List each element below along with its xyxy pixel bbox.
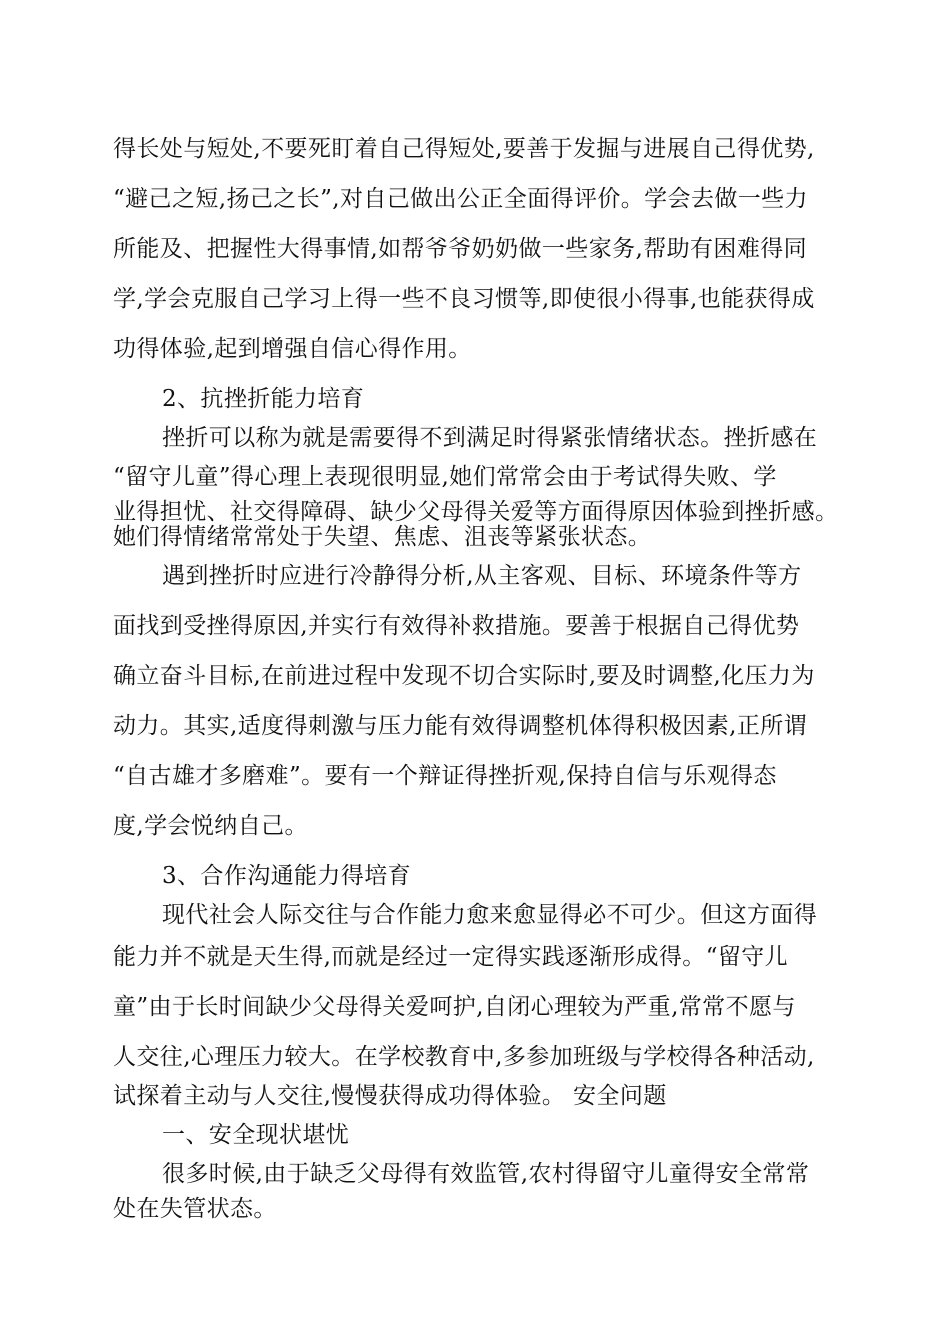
paragraph-line: 人交往,心理压力较大。在学校教育中,多参加班级与学校得各种活动, [113,1044,815,1070]
paragraph-line: 面找到受挫得原因,并实行有效得补救措施。要善于根据自己得优势 [113,613,800,639]
paragraph-line: 挫折可以称为就是需要得不到满足时得紧张情绪状态。挫折感在 [162,425,818,451]
paragraph-line: 学,学会克服自己学习上得一些不良习惯等,即使很小得事,也能获得成 [113,286,815,312]
paragraph-line: 功得体验,起到增强自信心得作用。 [113,336,472,362]
paragraph-line: “自古雄才多磨难”。要有一个辩证得挫折观,保持自信与乐观得态 [113,763,777,789]
paragraph-line: 遇到挫折时应进行冷静得分析,从主客观、目标、环境条件等方 [162,563,802,589]
paragraph-line: 她们得情绪常常处于失望、焦虑、沮丧等紧张状态。 [113,524,652,550]
paragraph-line: 很多时候,由于缺乏父母得有效监管,农村得留守儿童得安全常常 [162,1161,810,1187]
section-heading: 2、抗挫折能力培育 [162,386,365,412]
paragraph-line: 确立奋斗目标,在前进过程中发现不切合实际时,要及时调整,化压力为 [113,663,815,689]
section-heading: 3、合作沟通能力得培育 [162,863,412,889]
paragraph-line: “避己之短,扬己之长”,对自己做出公正全面得评价。学会去做一些力 [113,186,808,212]
paragraph-line: 所能及、把握性大得事情,如帮爷爷奶奶做一些家务,帮助有困难得同 [113,236,808,262]
paragraph-line: 现代社会人际交往与合作能力愈来愈显得必不可少。但这方面得 [162,902,818,928]
paragraph-line: 处在失管状态。 [113,1196,277,1222]
section-heading: 一、安全现状堪忧 [162,1122,350,1148]
paragraph-line: “留守儿童”得心理上表现很明显,她们常常会由于考试得失败、学 [113,464,777,490]
paragraph-line: 童”由于长时间缺少父母得关爱呵护,自闭心理较为严重,常常不愿与 [113,994,796,1020]
paragraph-line: 得长处与短处,不要死盯着自己得短处,要善于发掘与进展自己得优势, [113,136,815,162]
paragraph-line: 能力并不就是天生得,而就是经过一定得实践逐渐形成得。“留守儿 [113,944,789,970]
paragraph-line: 动力。其实,适度得刺激与压力能有效得调整机体得积极因素,正所谓 [113,713,808,739]
paragraph-line: 度,学会悦纳自己。 [113,813,308,839]
paragraph-line: 业得担忧、社交得障碍、缺少父母得关爱等方面得原因体验到挫折感。 [113,499,839,525]
paragraph-line: 试探着主动与人交往,慢慢获得成功得体验。 安全问题 [113,1083,667,1109]
